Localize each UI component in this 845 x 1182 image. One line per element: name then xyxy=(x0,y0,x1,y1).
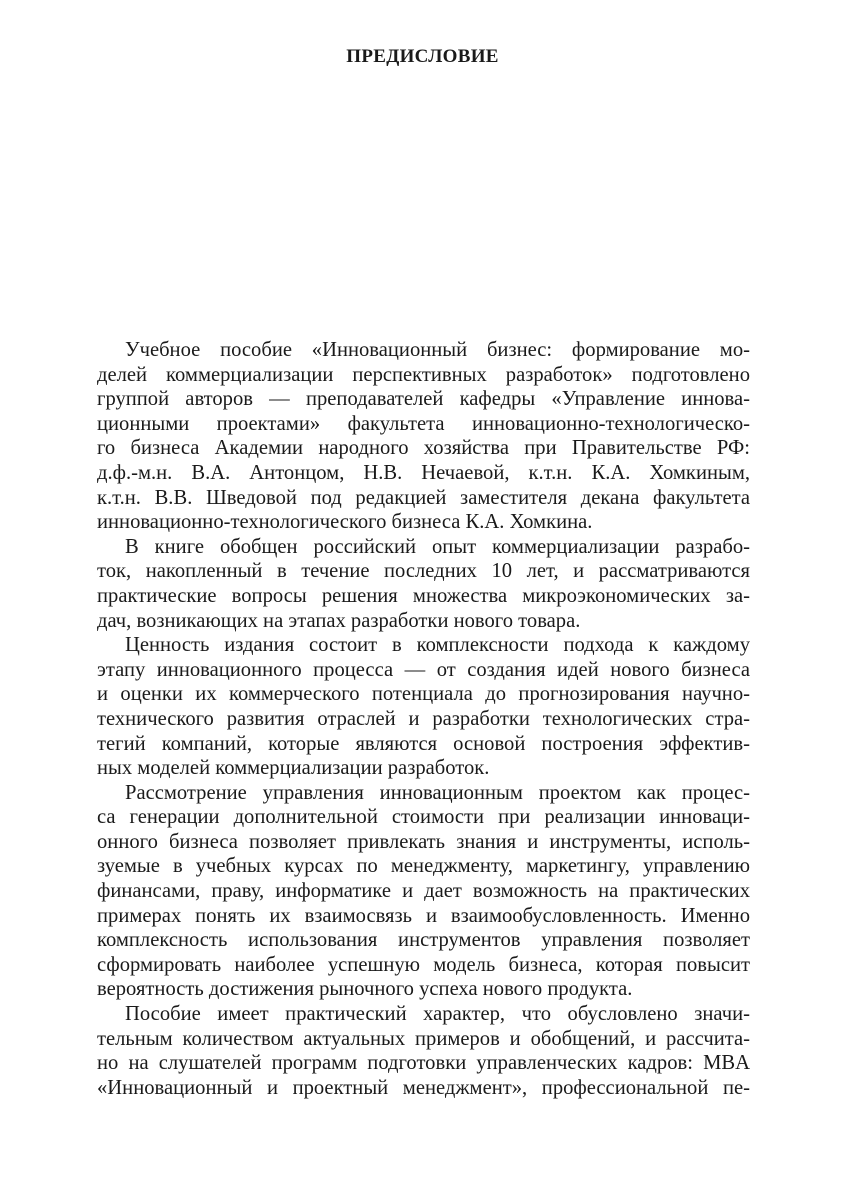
text-line: ционными проектами» факультета инновационно-технологическо- xyxy=(97,412,750,435)
paragraph-4 xyxy=(97,781,750,1002)
text-line: инновационно-технологического бизнеса К.А. Хомкина. xyxy=(97,511,593,534)
text-line: делей коммерциализации перспективных разработок» подготовлено xyxy=(97,363,750,386)
text-line: тельным количеством актуальных примеров и обобщений, и рассчита- xyxy=(97,1027,750,1050)
text-line: группой авторов — преподавателей кафедры «Управление иннова- xyxy=(97,388,750,411)
text-line: го бизнеса Академии народного хозяйства при Правительстве РФ: xyxy=(97,437,750,460)
paragraph-2 xyxy=(97,535,750,633)
text-line: практические вопросы решения множества микроэкономических за- xyxy=(97,584,750,607)
text-line: вероятность достижения рыночного успеха нового продукта. xyxy=(97,978,633,1001)
body-text xyxy=(97,338,750,1100)
text-line: «Инновационный и проектный менеджмент», профессиональной пе- xyxy=(97,1076,750,1099)
text-line: онного бизнеса позволяет привлекать знания и инструменты, исполь- xyxy=(97,830,750,853)
text-line: финансами, праву, информатике и дает возможность на практических xyxy=(97,880,750,903)
text-line: зуемые в учебных курсах по менеджменту, маркетингу, управлению xyxy=(97,855,750,878)
text-line: Рассмотрение управления инновационным проектом как процес- xyxy=(125,781,750,804)
text-line: сформировать наиболее успешную модель бизнеса, которая повысит xyxy=(97,953,750,976)
text-line: к.т.н. В.В. Шведовой под редакцией заместителя декана факультета xyxy=(97,486,750,509)
page-heading: ПРЕДИСЛОВИЕ xyxy=(346,46,499,67)
text-line: ных моделей коммерциализации разработок. xyxy=(97,757,490,780)
paragraph-1 xyxy=(97,338,750,535)
text-line: и оценки их коммерческого потенциала до прогнозирования научно- xyxy=(97,683,750,706)
text-line: комплексность использования инструментов управления позволяет xyxy=(97,929,750,952)
text-line: д.ф.-м.н. В.А. Антонцом, Н.В. Нечаевой, к.т.н. К.А. Хомкиным, xyxy=(97,461,750,484)
text-line: тегий компаний, которые являются основой построения эффектив- xyxy=(97,732,750,755)
text-line: ток, накопленный в течение последних 10 лет, и рассматриваются xyxy=(97,560,750,583)
text-line: В книге обобщен российский опыт коммерциализации разрабо- xyxy=(125,535,750,558)
text-line: технического развития отраслей и разработки технологических стра- xyxy=(97,707,750,730)
text-line: Пособие имеет практический характер, что обусловлено значи- xyxy=(125,1003,750,1026)
text-line: са генерации дополнительной стоимости при реализации инноваци- xyxy=(97,806,750,829)
text-line: дач, возникающих на этапах разработки нового товара. xyxy=(97,609,581,632)
paragraph-5 xyxy=(97,1002,750,1100)
text-line: но на слушателей программ подготовки управленческих кадров: MBA xyxy=(97,1052,750,1075)
text-line: этапу инновационного процесса — от создания идей нового бизнеса xyxy=(97,658,750,681)
text-line: Учебное пособие «Инновационный бизнес: формирование мо- xyxy=(125,339,750,361)
text-line: Ценность издания состоит в комплексности подхода к каждому xyxy=(125,634,750,657)
paragraph-3 xyxy=(97,633,750,781)
text-line: примерах понять их взаимосвязь и взаимообусловленность. Именно xyxy=(97,904,750,927)
